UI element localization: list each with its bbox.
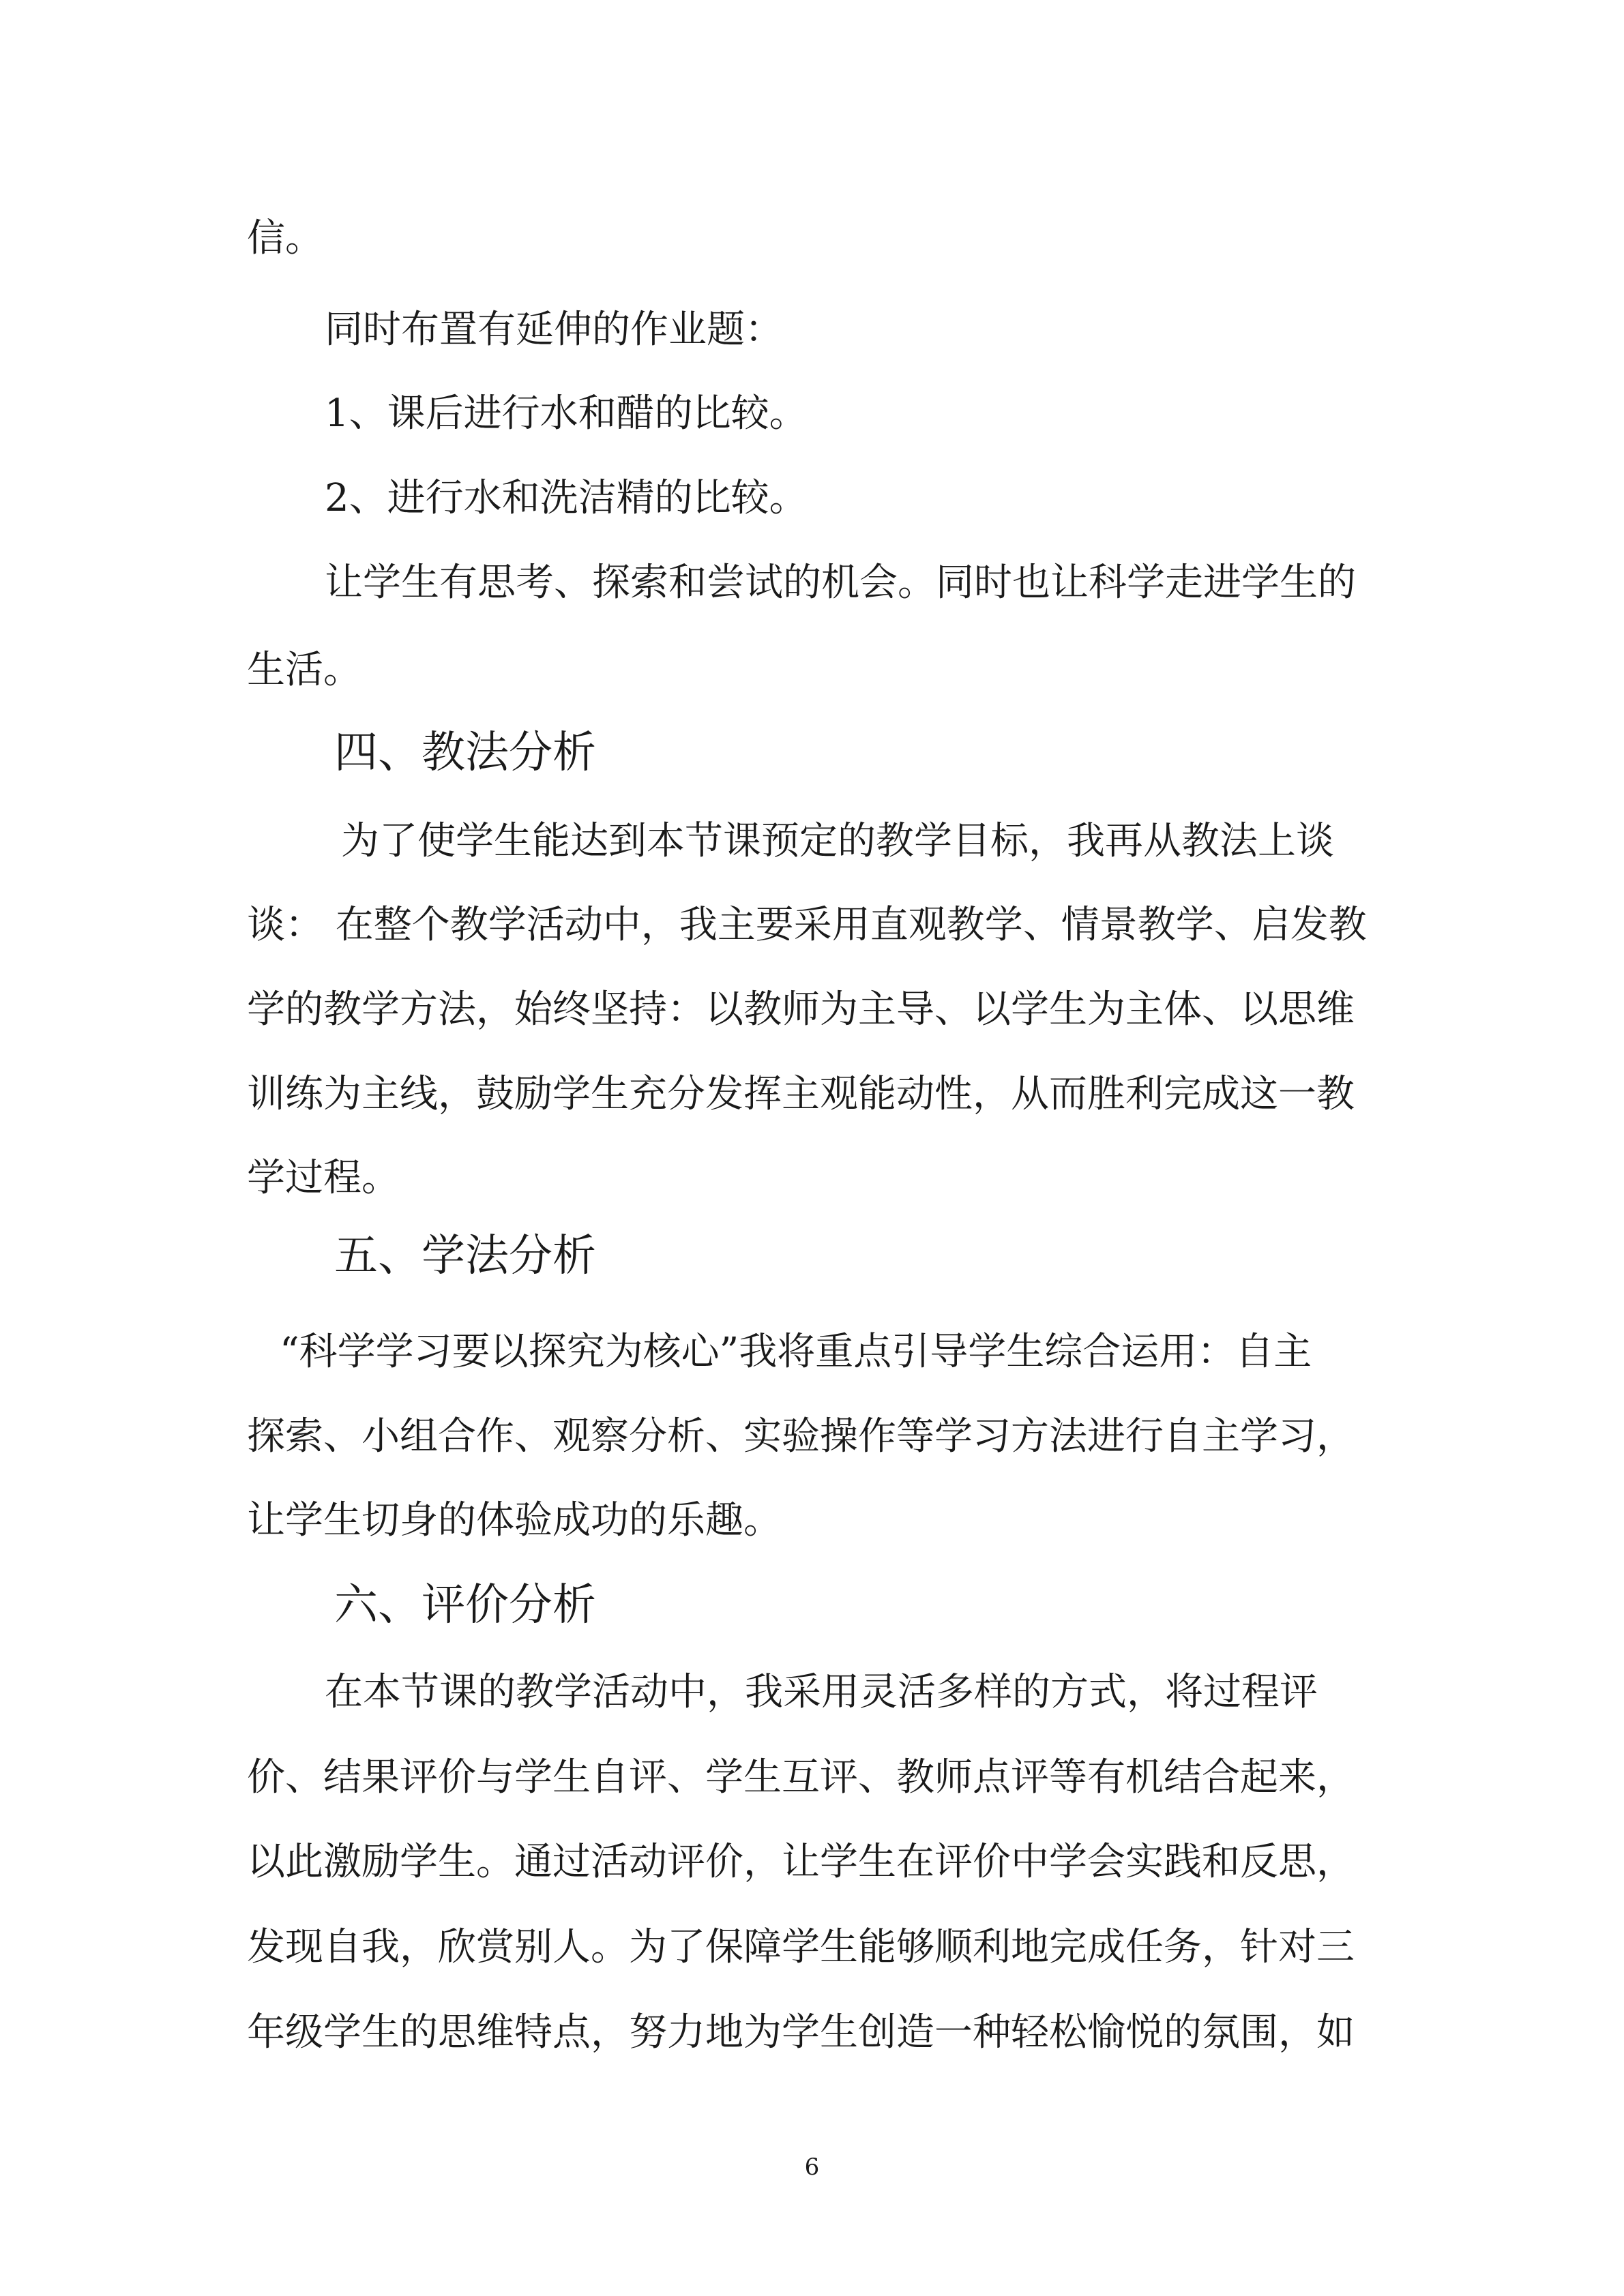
text-line: 发现自我，欣赏别人。为了保障学生能够顺利地完成任务，针对三: [247, 1925, 1355, 1969]
text-line: 价、结果评价与学生自评、学生互评、教师点评等有机结合起来，: [247, 1755, 1355, 1800]
text-line: 1、课后进行水和醋的比较。: [325, 391, 808, 436]
text-line: 学的教学方法，始终坚持：以教师为主导、以学生为主体、以思维: [247, 987, 1355, 1032]
text-line: 年级学生的思维特点，努力地为学生创造一种轻松愉悦的氛围，如: [247, 2010, 1355, 2055]
text-line: 生活。: [247, 648, 361, 692]
text-line: 谈： 在整个教学活动中，我主要采用直观教学、情景教学、启发教: [247, 903, 1367, 947]
text-line: 以此激励学生。通过活动评价，让学生在评价中学会实践和反思，: [247, 1840, 1355, 1884]
text-line: 学过程。: [247, 1156, 400, 1200]
text-line: 在本节课的教学活动中，我采用灵活多样的方式，将过程评: [325, 1670, 1318, 1714]
text-line: 让学生切身的体验成功的乐趣。: [247, 1498, 782, 1542]
text-line: 信。: [247, 216, 323, 260]
text-line: 让学生有思考、探索和尝试的机会。同时也让科学走进学生的: [325, 561, 1356, 605]
section-heading: 四、教法分析: [334, 728, 596, 778]
section-heading: 六、评价分析: [334, 1580, 596, 1630]
text-line: 为了使学生能达到本节课预定的教学目标，我再从教法上谈: [341, 819, 1334, 863]
text-line: 训练为主线，鼓励学生充分发挥主观能动性，从而胜利完成这一教: [247, 1072, 1355, 1116]
text-line: 同时布置有延伸的作业题：: [325, 308, 783, 352]
text-line: 2、进行水和洗洁精的比较。: [325, 476, 808, 520]
section-heading: 五、学法分析: [334, 1231, 596, 1281]
text-line: “科学学习要以探究为核心”我将重点引导学生综合运用：自主: [280, 1330, 1312, 1374]
page-number: 6: [804, 2153, 820, 2181]
text-line: 探索、小组合作、观察分析、实验操作等学习方法进行自主学习，: [247, 1414, 1355, 1459]
